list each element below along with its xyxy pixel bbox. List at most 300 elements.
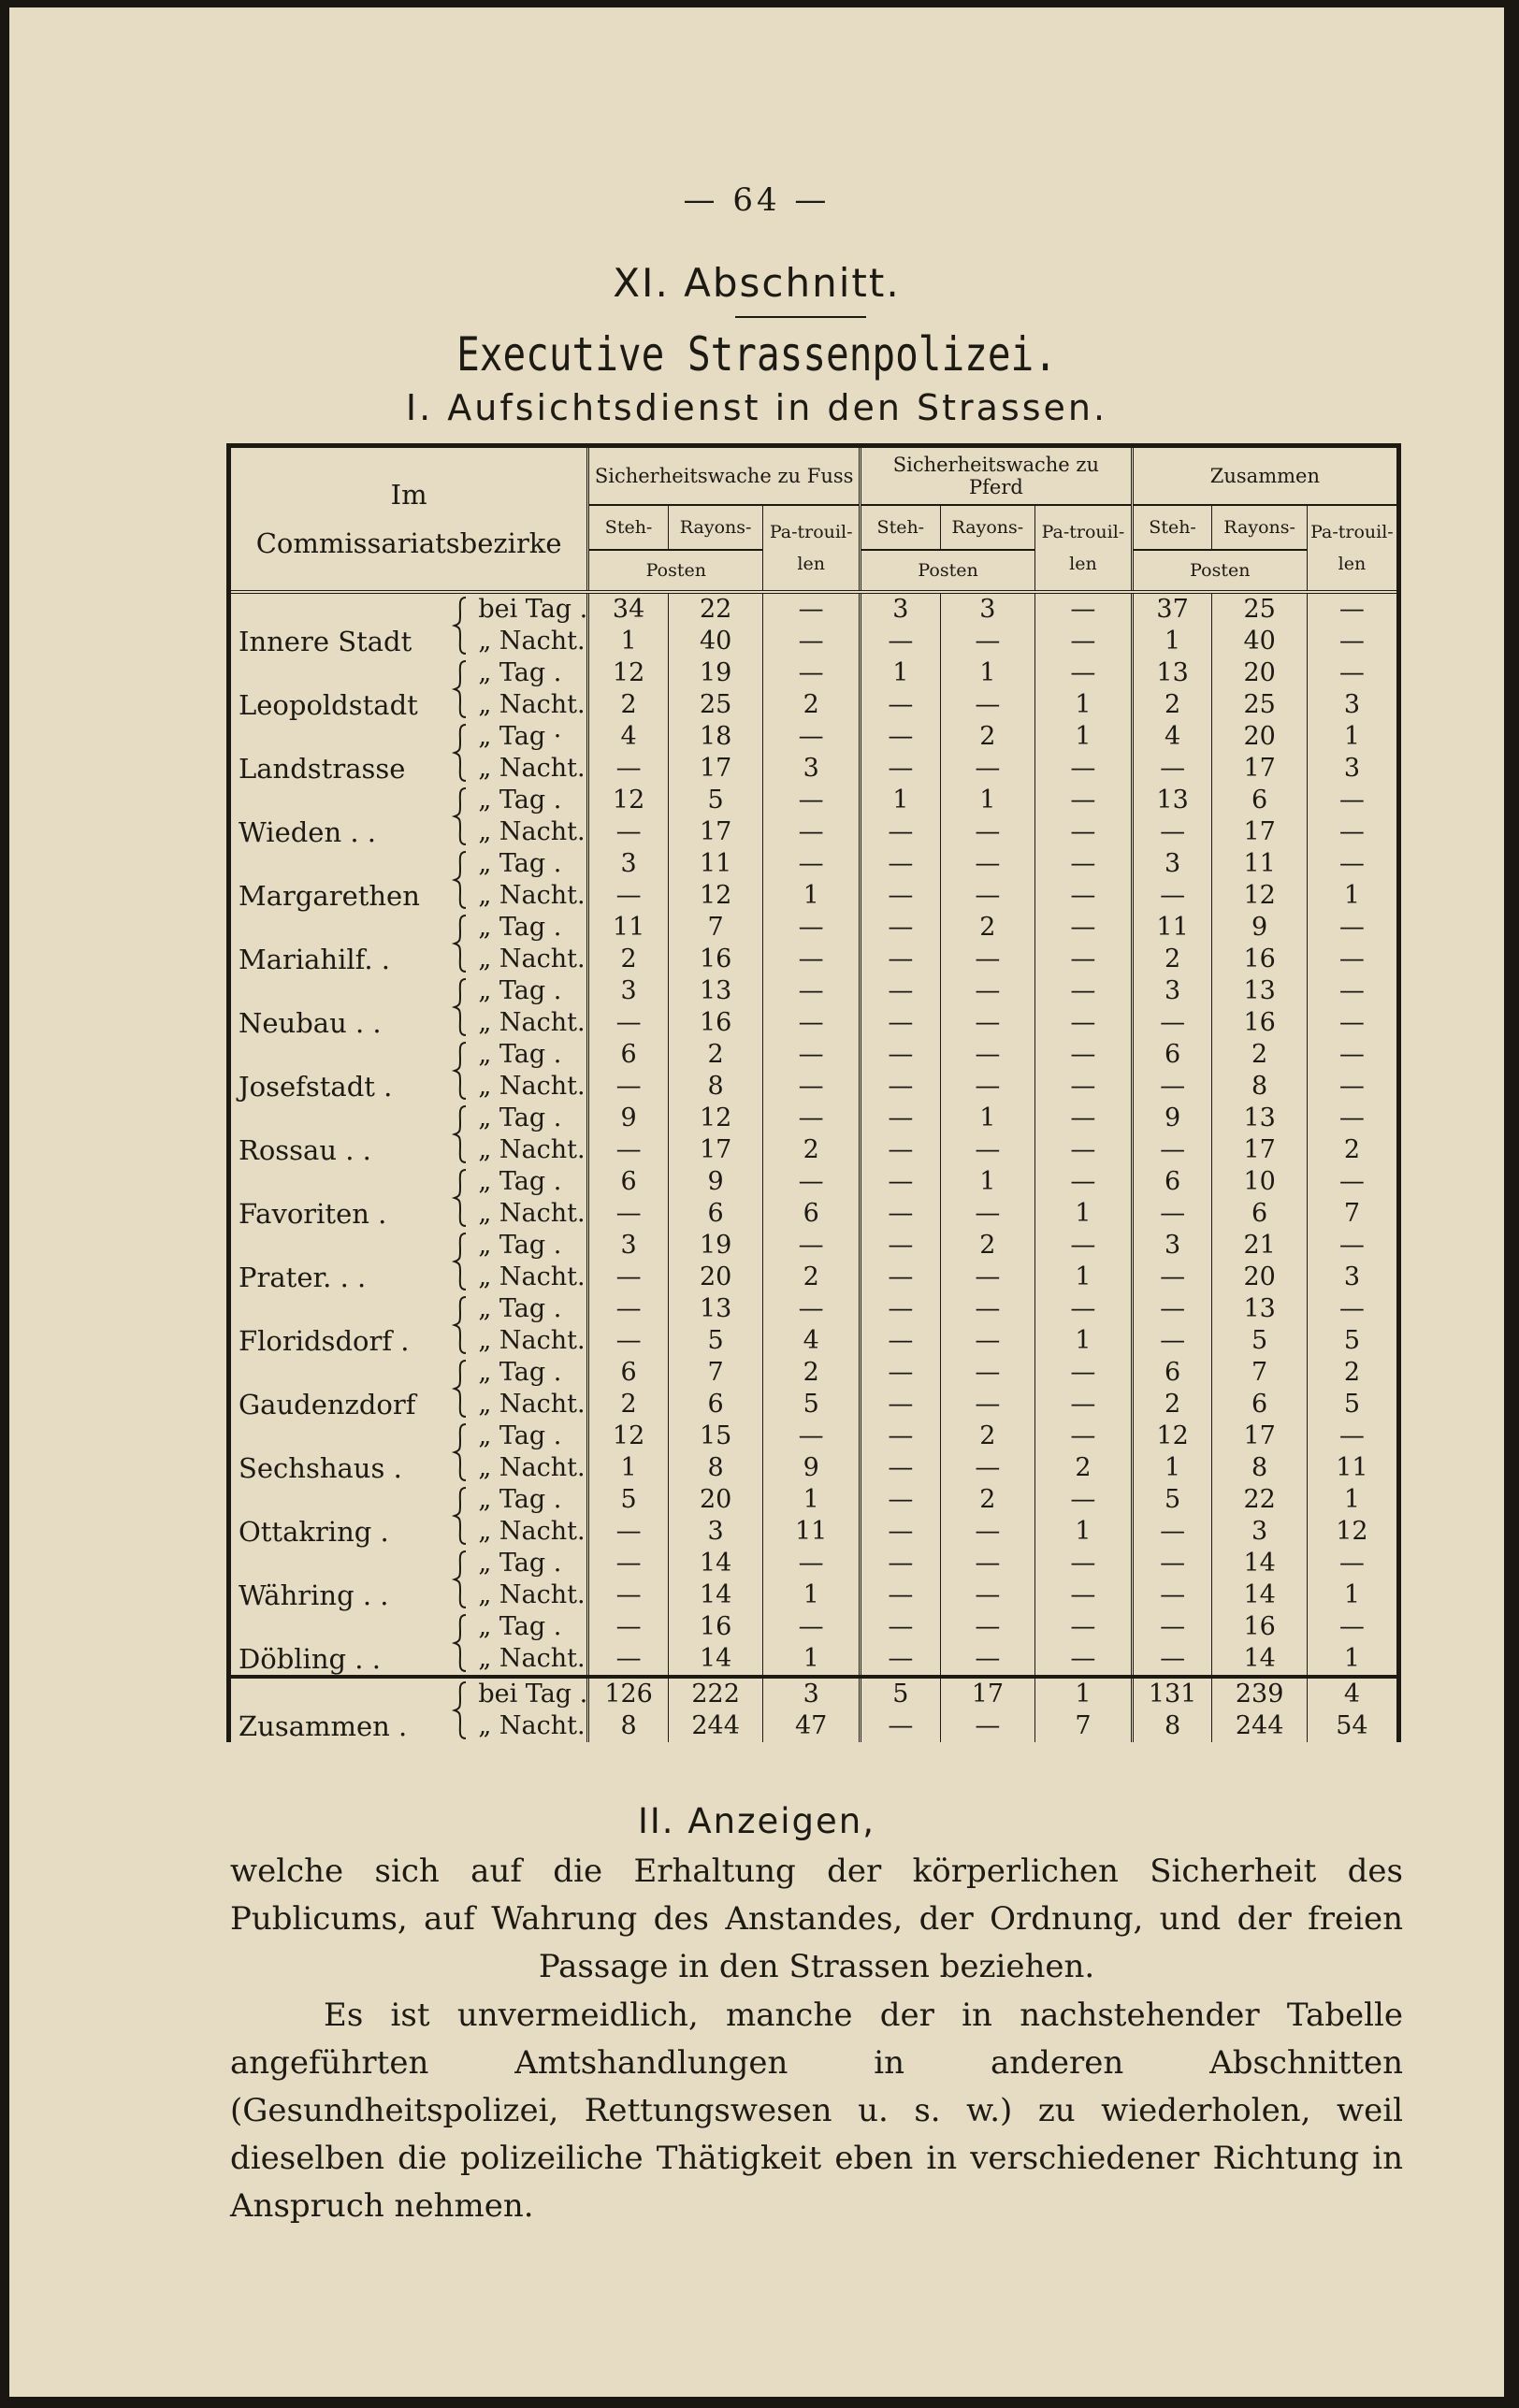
header-im: Im bbox=[390, 479, 427, 511]
table-cell: — bbox=[763, 592, 861, 626]
district-name bbox=[229, 1484, 445, 1548]
table-cell: 7 bbox=[1307, 1198, 1398, 1230]
tag-label: „ Tag . bbox=[478, 1167, 562, 1196]
table-cell: 12 bbox=[588, 1420, 669, 1452]
district-label: Sechshaus . bbox=[239, 1452, 402, 1484]
table-cell: 3 bbox=[1307, 753, 1398, 785]
brace-glyph bbox=[445, 1357, 477, 1420]
nacht-label: „ Nacht. bbox=[478, 754, 586, 783]
table-row bbox=[229, 848, 1399, 880]
table-cell: 222 bbox=[668, 1677, 762, 1710]
brace-glyph bbox=[445, 975, 477, 1039]
table-cell: 6 bbox=[1212, 1389, 1307, 1420]
table-cell: — bbox=[1035, 1611, 1133, 1643]
table-cell: 1 bbox=[588, 626, 669, 657]
table-cell: 126 bbox=[588, 1677, 669, 1710]
table-cell: 13 bbox=[1212, 1103, 1307, 1134]
nacht-label: „ Nacht. bbox=[478, 1008, 586, 1037]
table-cell: — bbox=[940, 1198, 1034, 1230]
table-cell: — bbox=[1307, 1293, 1398, 1325]
tag-label: „ Tag . bbox=[478, 849, 562, 878]
table-cell: 17 bbox=[668, 1134, 762, 1166]
table-cell: 20 bbox=[1212, 1262, 1307, 1293]
nacht-label: „ Nacht. bbox=[478, 817, 586, 846]
table-cell: 2 bbox=[940, 1420, 1034, 1452]
table-cell: — bbox=[763, 848, 861, 880]
table-cell: 25 bbox=[1212, 689, 1307, 721]
district-label: Zusammen . bbox=[239, 1710, 408, 1742]
table-cell: — bbox=[1307, 1103, 1398, 1134]
table-cell: 18 bbox=[668, 721, 762, 753]
table-cell: 244 bbox=[1212, 1710, 1307, 1742]
col-header-steh: Steh- bbox=[1132, 505, 1212, 550]
table-cell: 17 bbox=[668, 816, 762, 848]
table-cell: 4 bbox=[763, 1325, 861, 1357]
table-cell: — bbox=[1132, 1007, 1212, 1039]
district-label: Floridsdorf . bbox=[239, 1325, 410, 1357]
nacht-label: „ Nacht. bbox=[478, 1711, 586, 1740]
table-cell: — bbox=[588, 1071, 669, 1103]
table-cell: — bbox=[1132, 1325, 1212, 1357]
table-cell: — bbox=[1035, 1230, 1133, 1262]
table-cell: 2 bbox=[763, 1134, 861, 1166]
table-cell: — bbox=[940, 944, 1034, 975]
table-cell: 2 bbox=[1132, 689, 1212, 721]
table-cell: — bbox=[1307, 1548, 1398, 1579]
table-cell: — bbox=[1035, 944, 1133, 975]
table-cell: 17 bbox=[1212, 1134, 1307, 1166]
table-cell: 4 bbox=[1132, 721, 1212, 753]
table-row bbox=[229, 721, 1399, 753]
table-cell: — bbox=[1307, 1166, 1398, 1198]
table-cell: 7 bbox=[1212, 1357, 1307, 1389]
table-cell: — bbox=[861, 1611, 941, 1643]
table-cell: — bbox=[940, 1579, 1034, 1611]
table-cell: — bbox=[1035, 1484, 1133, 1516]
table-cell: — bbox=[861, 1293, 941, 1325]
table-cell: 1 bbox=[1035, 1516, 1133, 1548]
table-cell: — bbox=[1035, 816, 1133, 848]
table-cell: 5 bbox=[1132, 1484, 1212, 1516]
district-label: Wieden . . bbox=[239, 816, 377, 848]
page-title: Executive Strassenpolizei. bbox=[456, 327, 1057, 382]
table-cell: — bbox=[1132, 1262, 1212, 1293]
table-cell: — bbox=[1307, 1007, 1398, 1039]
table-cell: 1 bbox=[763, 880, 861, 912]
table-cell: 1 bbox=[1307, 880, 1398, 912]
table-cell: 14 bbox=[1212, 1548, 1307, 1579]
table-cell: 6 bbox=[1132, 1166, 1212, 1198]
district-header bbox=[229, 446, 588, 593]
table-cell: — bbox=[1307, 592, 1398, 626]
table-cell: 1 bbox=[588, 1452, 669, 1484]
table-cell: — bbox=[763, 1548, 861, 1579]
table-cell: 1 bbox=[1307, 1579, 1398, 1611]
table-cell: — bbox=[1307, 848, 1398, 880]
table-cell: 2 bbox=[763, 1262, 861, 1293]
table-cell: 1 bbox=[1035, 721, 1133, 753]
statistics-table bbox=[226, 443, 1401, 1742]
table-cell: — bbox=[1035, 785, 1133, 816]
table-cell: — bbox=[861, 1643, 941, 1677]
brace-glyph bbox=[445, 1166, 477, 1230]
table-cell: 2 bbox=[1132, 944, 1212, 975]
nacht-label: „ Nacht. bbox=[478, 1453, 586, 1482]
table-cell: 1 bbox=[1132, 626, 1212, 657]
district-name bbox=[229, 1420, 445, 1484]
district-name bbox=[229, 1293, 445, 1357]
brace-glyph bbox=[445, 592, 477, 657]
tag-label: „ Tag . bbox=[478, 1421, 562, 1450]
table-cell: — bbox=[1035, 1071, 1133, 1103]
table-cell: 1 bbox=[940, 1103, 1034, 1134]
table-row bbox=[229, 1357, 1399, 1389]
table-cell: 22 bbox=[1212, 1484, 1307, 1516]
table-cell: 2 bbox=[588, 944, 669, 975]
table-cell: — bbox=[1035, 1166, 1133, 1198]
table-cell: — bbox=[861, 1710, 941, 1742]
table-cell: 9 bbox=[668, 1166, 762, 1198]
table-cell: — bbox=[763, 626, 861, 657]
table-cell: — bbox=[940, 1325, 1034, 1357]
table-cell: — bbox=[1035, 1579, 1133, 1611]
table-cell: — bbox=[588, 880, 669, 912]
table-cell: — bbox=[588, 1579, 669, 1611]
district-label: Währing . . bbox=[239, 1579, 389, 1611]
district-name bbox=[229, 785, 445, 848]
tag-label: „ Tag . bbox=[478, 1485, 562, 1514]
table-cell: 1 bbox=[1035, 1677, 1133, 1710]
table-cell: 11 bbox=[763, 1516, 861, 1548]
subtitle: I. Aufsichtsdienst in den Strassen. bbox=[405, 387, 1108, 428]
table-cell: 1 bbox=[1307, 721, 1398, 753]
table-cell: — bbox=[1035, 1420, 1133, 1452]
table-cell: — bbox=[861, 1262, 941, 1293]
tag-label: „ Tag . bbox=[478, 1612, 562, 1641]
table-cell: — bbox=[763, 721, 861, 753]
table-cell: 12 bbox=[668, 1103, 762, 1134]
table-cell: 12 bbox=[1212, 880, 1307, 912]
table-cell: — bbox=[1132, 816, 1212, 848]
table-cell: — bbox=[940, 1643, 1034, 1677]
table-cell: 16 bbox=[668, 1007, 762, 1039]
table-cell: — bbox=[1035, 1293, 1133, 1325]
table-cell: 12 bbox=[668, 880, 762, 912]
table-cell: — bbox=[588, 1611, 669, 1643]
table-cell: — bbox=[940, 816, 1034, 848]
table-cell: — bbox=[861, 1039, 941, 1071]
brace-glyph bbox=[445, 1420, 477, 1484]
table-cell: — bbox=[861, 626, 941, 657]
table-cell: — bbox=[940, 689, 1034, 721]
table-cell: — bbox=[861, 1230, 941, 1262]
district-label: Innere Stadt bbox=[239, 626, 412, 657]
table-cell: — bbox=[763, 1103, 861, 1134]
brace-glyph bbox=[445, 721, 477, 785]
table-cell: — bbox=[861, 1198, 941, 1230]
table-row bbox=[229, 592, 1399, 626]
col-header-posten: Posten bbox=[861, 550, 1035, 592]
table-cell: — bbox=[940, 1710, 1034, 1742]
nacht-label: „ Nacht. bbox=[478, 1517, 586, 1546]
table-cell: — bbox=[940, 1039, 1034, 1071]
col-header-patrouillen: Pa-trouil-len bbox=[1035, 505, 1133, 592]
table-cell: — bbox=[1132, 1643, 1212, 1677]
table-cell: 2 bbox=[1035, 1452, 1133, 1484]
table-cell: 3 bbox=[1132, 848, 1212, 880]
nacht-label: „ Nacht. bbox=[478, 944, 586, 973]
table-cell: — bbox=[1035, 1134, 1133, 1166]
col-header-patrouillen: Pa-trouil-len bbox=[1307, 505, 1398, 592]
tag-label: bei Tag . bbox=[476, 1677, 587, 1710]
table-cell: 4 bbox=[588, 721, 669, 753]
brace-glyph bbox=[445, 1103, 477, 1166]
table-cell: 54 bbox=[1307, 1710, 1398, 1742]
table-cell: 1 bbox=[1307, 1643, 1398, 1677]
table-cell: 20 bbox=[668, 1484, 762, 1516]
brace-glyph bbox=[445, 1548, 477, 1611]
table-cell: 25 bbox=[668, 689, 762, 721]
table-cell: 13 bbox=[1212, 1293, 1307, 1325]
table-cell: — bbox=[940, 1548, 1034, 1579]
tag-label: „ Tag . bbox=[478, 658, 562, 687]
table-cell: — bbox=[763, 912, 861, 944]
header-commissariat: Commissariatsbezirke bbox=[255, 527, 562, 559]
table-cell: 14 bbox=[668, 1548, 762, 1579]
table-cell: — bbox=[588, 753, 669, 785]
table-cell: 6 bbox=[668, 1198, 762, 1230]
table-cell: 11 bbox=[1212, 848, 1307, 880]
district-label: Mariahilf. . bbox=[239, 944, 390, 975]
tag-label: „ Tag . bbox=[478, 976, 562, 1005]
table-cell: — bbox=[763, 1611, 861, 1643]
table-row bbox=[229, 657, 1399, 689]
brace-glyph bbox=[445, 1039, 477, 1103]
table-cell: — bbox=[1307, 1071, 1398, 1103]
table-cell: 8 bbox=[668, 1452, 762, 1484]
table-cell: 3 bbox=[763, 753, 861, 785]
district-name bbox=[229, 721, 445, 785]
col-header-steh: Steh- bbox=[861, 505, 941, 550]
table-cell: 5 bbox=[763, 1389, 861, 1420]
table-cell: 12 bbox=[1307, 1516, 1398, 1548]
table-cell: — bbox=[940, 753, 1034, 785]
table-cell: 239 bbox=[1212, 1677, 1307, 1710]
table-cell: 6 bbox=[668, 1389, 762, 1420]
table-cell: — bbox=[588, 1134, 669, 1166]
col-header-posten: Posten bbox=[1132, 550, 1307, 592]
table-cell: — bbox=[1035, 1007, 1133, 1039]
table-cell: 6 bbox=[763, 1198, 861, 1230]
table-cell: — bbox=[861, 975, 941, 1007]
table-cell: 1 bbox=[1035, 1198, 1133, 1230]
table-cell: 19 bbox=[668, 1230, 762, 1262]
district-name bbox=[229, 975, 445, 1039]
table-cell: 12 bbox=[588, 785, 669, 816]
table-cell: — bbox=[1132, 1198, 1212, 1230]
table-cell: 1 bbox=[940, 1166, 1034, 1198]
table-cell: 6 bbox=[1212, 1198, 1307, 1230]
table-cell: — bbox=[588, 1548, 669, 1579]
table-cell: 8 bbox=[668, 1071, 762, 1103]
district-name bbox=[229, 848, 445, 912]
table-cell: — bbox=[763, 1420, 861, 1452]
table-row bbox=[229, 1420, 1399, 1452]
table-cell: 9 bbox=[1132, 1103, 1212, 1134]
table-cell: 2 bbox=[940, 1484, 1034, 1516]
table-cell: 16 bbox=[1212, 944, 1307, 975]
table-cell: 1 bbox=[1035, 689, 1133, 721]
table-cell: — bbox=[763, 1039, 861, 1071]
table-cell: 1 bbox=[763, 1579, 861, 1611]
anzeigen-heading: II. Anzeigen, bbox=[637, 1801, 876, 1841]
col-header-rayons: Rayons- bbox=[668, 505, 762, 550]
table-cell: 6 bbox=[1132, 1357, 1212, 1389]
table-cell: — bbox=[1035, 1039, 1133, 1071]
table-cell: — bbox=[861, 848, 941, 880]
nacht-label: „ Nacht. bbox=[478, 690, 586, 719]
table-cell: 6 bbox=[588, 1357, 669, 1389]
table-cell: 25 bbox=[1212, 592, 1307, 626]
district-label: Landstrasse bbox=[239, 753, 406, 785]
table-cell: 14 bbox=[668, 1643, 762, 1677]
table-cell: 6 bbox=[588, 1166, 669, 1198]
col-header-steh: Steh- bbox=[588, 505, 669, 550]
group-pferd-header: Sicherheitswache zu Pferd bbox=[861, 446, 1133, 506]
table-cell: 3 bbox=[1212, 1516, 1307, 1548]
table-cell: 40 bbox=[1212, 626, 1307, 657]
table-cell: 11 bbox=[1307, 1452, 1398, 1484]
table-cell: — bbox=[1307, 912, 1398, 944]
district-name bbox=[229, 1230, 445, 1293]
table-cell: 6 bbox=[1132, 1039, 1212, 1071]
document-page bbox=[9, 7, 1504, 2397]
brace-glyph bbox=[445, 785, 477, 848]
table-cell: 5 bbox=[861, 1677, 941, 1710]
table-row bbox=[229, 912, 1399, 944]
table-cell: 5 bbox=[588, 1484, 669, 1516]
table-cell: 12 bbox=[1132, 1420, 1212, 1452]
district-label: Favoriten . bbox=[239, 1198, 387, 1230]
table-cell: 2 bbox=[1307, 1357, 1398, 1389]
table-cell: — bbox=[1035, 753, 1133, 785]
tag-label: „ Tag . bbox=[478, 1294, 562, 1323]
table-cell: — bbox=[940, 1389, 1034, 1420]
table-cell: — bbox=[1132, 1134, 1212, 1166]
table-cell: 2 bbox=[1307, 1134, 1398, 1166]
district-name bbox=[229, 1548, 445, 1611]
table-cell: — bbox=[588, 1198, 669, 1230]
table-cell: 2 bbox=[588, 1389, 669, 1420]
table-cell: 3 bbox=[588, 848, 669, 880]
table-cell: 15 bbox=[668, 1420, 762, 1452]
table-cell: — bbox=[940, 1262, 1034, 1293]
table-cell: — bbox=[1132, 1516, 1212, 1548]
table-cell: — bbox=[1035, 912, 1133, 944]
brace-glyph bbox=[445, 912, 477, 975]
table-cell: — bbox=[763, 785, 861, 816]
district-name bbox=[229, 1611, 445, 1677]
table-cell: 47 bbox=[763, 1710, 861, 1742]
district-label: Neubau . . bbox=[239, 1007, 382, 1039]
tag-label: „ Tag . bbox=[478, 913, 562, 942]
table-cell: — bbox=[588, 816, 669, 848]
table-cell: — bbox=[1035, 1357, 1133, 1389]
brace-glyph bbox=[445, 848, 477, 912]
table-cell: 5 bbox=[668, 1325, 762, 1357]
table-cell: 20 bbox=[668, 1262, 762, 1293]
table-cell: — bbox=[861, 1071, 941, 1103]
district-label: Döbling . . bbox=[239, 1643, 381, 1675]
table-cell: — bbox=[1132, 753, 1212, 785]
section-heading: XI. Abschnitt. bbox=[613, 260, 901, 306]
table-cell: 40 bbox=[668, 626, 762, 657]
table-cell: 4 bbox=[1307, 1677, 1398, 1710]
table-cell: 6 bbox=[588, 1039, 669, 1071]
tag-label: „ Tag . bbox=[478, 1231, 562, 1260]
table-cell: — bbox=[940, 1134, 1034, 1166]
table-cell: — bbox=[861, 1516, 941, 1548]
table-cell: 13 bbox=[1132, 657, 1212, 689]
nacht-label: „ Nacht. bbox=[478, 1644, 586, 1673]
table-cell: 13 bbox=[1212, 975, 1307, 1007]
tag-label: „ Tag . bbox=[478, 1358, 562, 1387]
table-cell: 131 bbox=[1132, 1677, 1212, 1710]
table-cell: — bbox=[588, 1643, 669, 1677]
table-cell: — bbox=[861, 1166, 941, 1198]
brace-glyph bbox=[445, 1230, 477, 1293]
table-row bbox=[229, 1484, 1399, 1516]
table-row bbox=[229, 1166, 1399, 1198]
table-cell: 14 bbox=[668, 1579, 762, 1611]
table-cell: — bbox=[1132, 1579, 1212, 1611]
table-cell: 2 bbox=[763, 1357, 861, 1389]
table-cell: — bbox=[861, 689, 941, 721]
table-cell: — bbox=[940, 1611, 1034, 1643]
table-cell: 2 bbox=[1132, 1389, 1212, 1420]
table-cell: — bbox=[1035, 592, 1133, 626]
table-cell: 2 bbox=[588, 689, 669, 721]
table-cell: 14 bbox=[1212, 1579, 1307, 1611]
table-cell: 2 bbox=[940, 721, 1034, 753]
nacht-label: „ Nacht. bbox=[478, 1199, 586, 1228]
district-name bbox=[229, 592, 445, 657]
table-cell: 5 bbox=[1307, 1389, 1398, 1420]
table-cell: 9 bbox=[1212, 912, 1307, 944]
table-cell: — bbox=[861, 1007, 941, 1039]
table-cell: 1 bbox=[1307, 1484, 1398, 1516]
table-cell: 2 bbox=[940, 1230, 1034, 1262]
nacht-label: „ Nacht. bbox=[478, 1072, 586, 1101]
table-row bbox=[229, 1230, 1399, 1262]
table-cell: — bbox=[861, 1357, 941, 1389]
group-fuss-header: Sicherheitswache zu Fuss bbox=[588, 446, 861, 506]
table-cell: 9 bbox=[588, 1103, 669, 1134]
district-label: Rossau . . bbox=[239, 1134, 371, 1166]
table-row bbox=[229, 975, 1399, 1007]
table-cell: 3 bbox=[1132, 1230, 1212, 1262]
district-name bbox=[229, 1103, 445, 1166]
table-cell: 5 bbox=[1307, 1325, 1398, 1357]
table-cell: 17 bbox=[1212, 1420, 1307, 1452]
table-cell: — bbox=[588, 1516, 669, 1548]
table-cell: 13 bbox=[668, 1293, 762, 1325]
tag-label: „ Tag . bbox=[478, 1040, 562, 1069]
table-cell: 10 bbox=[1212, 1166, 1307, 1198]
table-cell: — bbox=[1035, 1548, 1133, 1579]
nacht-label: „ Nacht. bbox=[478, 1326, 586, 1355]
tag-label: „ Tag · bbox=[478, 722, 562, 751]
